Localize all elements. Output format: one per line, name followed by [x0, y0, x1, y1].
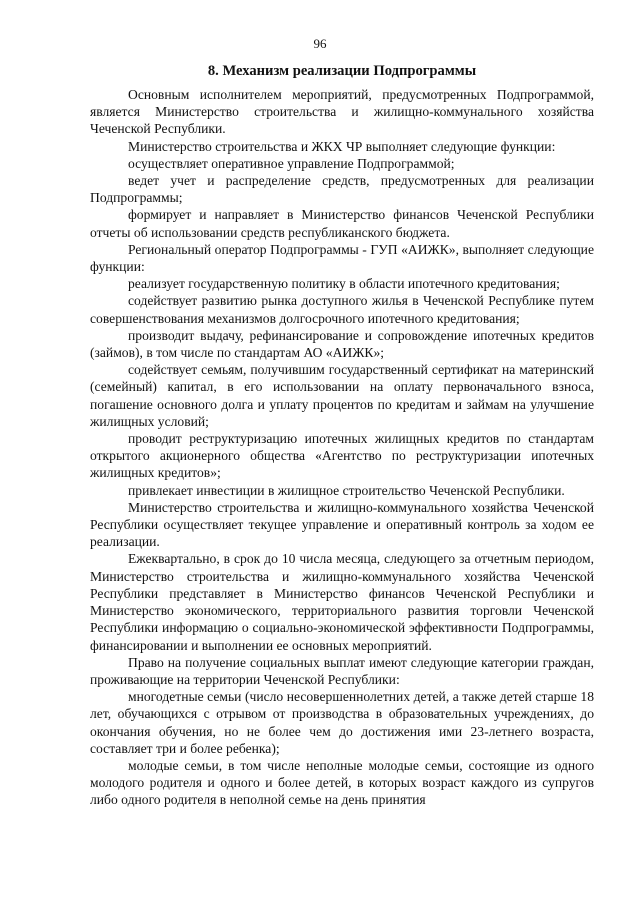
paragraph: содействует развитию рынка доступного жилья в Чеченской Республике путем совершенствования механизмов долгосрочного ипотечного кредитования; [90, 293, 594, 326]
paragraph: осуществляет оперативное управление Подпрограммой; [128, 155, 455, 171]
paragraph: многодетные семьи (число несовершеннолетних детей, а также детей старше 18 лет, обучающихся с отрывом от производства в образовательных учреждениях, до окончания обучения, но не более чем до достижения ими 23-летнего возраста, составляет три и более ребенка); [90, 689, 594, 756]
page-number: 96 [313, 36, 327, 51]
paragraph: Ежеквартально, в срок до 10 числа месяца, следующего за отчетным периодом, Министерство строительства и жилищно-коммунального хозяйства Чеченской Республики представляет в Министерство финансов Чеченской Республики и Министерство экономического, территориального развития торговли Чеченской Республики информацию о социально-экономической эффективности Подпрограммы, финансировании и выполнении ее основных мероприятий. [90, 551, 594, 653]
paragraph: ведет учет и распределение средств, предусмотренных для реализации Подпрограммы; [90, 173, 594, 206]
paragraph: привлекает инвестиции в жилищное строительство Чеченской Республики. [128, 482, 565, 498]
document-body [90, 86, 594, 809]
paragraph: Региональный оператор Подпрограммы - ГУП «АИЖК», выполняет следующие функции: [90, 241, 594, 275]
paragraph: молодые семьи, в том числе неполные молодые семьи, состоящие из одного молодого родителя и одного и более детей, в которых возраст каждого из супругов либо одного родителя в неполной семье на день принятия [90, 757, 594, 808]
paragraph: Право на получение социальных выплат имеют следующие категории граждан, проживающие на территории Чеченской Республики: [90, 654, 594, 687]
paragraph: реализует государственную политику в области ипотечного кредитования; [128, 276, 560, 292]
section-title: 8. Механизм реализации Подпрограммы [207, 63, 477, 79]
paragraph: производит выдачу, рефинансирование и сопровождение ипотечных кредитов (займов), в том числе по стандартам АО «АИЖК»; [90, 327, 594, 361]
paragraph: Министерство строительства и жилищно-коммунального хозяйства Чеченской Республики осуществляет текущее управление и оперативный контроль за ходом ее реализации. [90, 499, 594, 550]
paragraph: формирует и направляет в Министерство финансов Чеченской Республики отчеты об использовании средств республиканского бюджета. [90, 207, 594, 240]
paragraph: содействует семьям, получившим государственный сертификат на материнский (семейный) капитал, в его использовании на оплату первоначального взноса, погашение основного долга и уплату процентов по кредитам и займам на улучшение жилищных условий; [90, 362, 594, 429]
paragraph: Основным исполнителем мероприятий, предусмотренных Подпрограммой, является Министерство строительства и жилищно-коммунального хозяйства Чеченской Республики. [90, 87, 594, 137]
paragraph: проводит реструктуризацию ипотечных жилищных кредитов по стандартам открытого акционерного общества «Агентство по реструктуризации ипотечных жилищных кредитов»; [90, 431, 594, 481]
paragraph: Министерство строительства и ЖКХ ЧР выполняет следующие функции: [128, 138, 556, 154]
